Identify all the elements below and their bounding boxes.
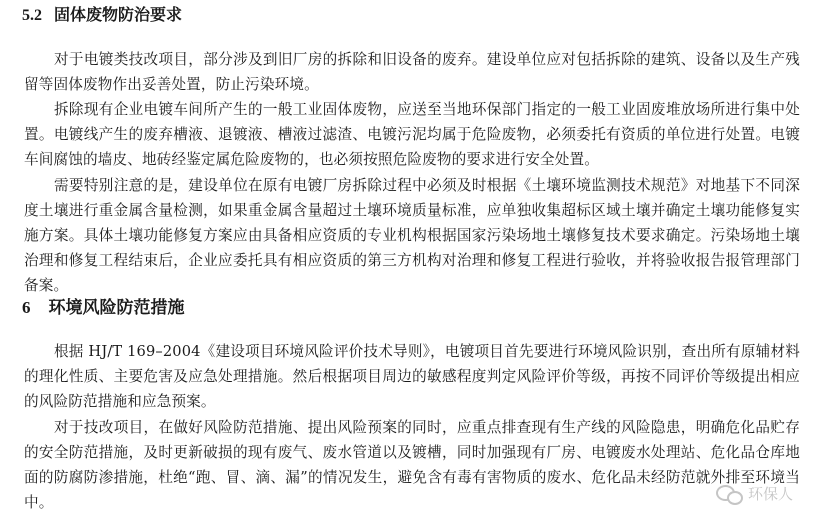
watermark-text: 环保人 bbox=[747, 485, 793, 503]
section-title: 固体废物防治要求 bbox=[54, 5, 183, 24]
wechat-icon bbox=[716, 484, 742, 504]
paragraph: 对于电镀类技改项目，部分涉及到旧厂房的拆除和旧设备的废弃。建设单位应对包括拆除的建筑、设备以及生产残留等固体废物作出妥善处置，防止污染环境。 bbox=[24, 50, 800, 93]
paragraph: 需要特别注意的是，建设单位在原有电镀厂房拆除过程中必须及时根据《土壤环境监测技术规范》对地基下不同深度土壤进行重金属含量检测，如果重金属含量超过土壤环境质量标准，应单独收集超标区域土壤并确定土壤功能修复实施方案。具体土壤功能修复方案应由具备相应资质的专业机构根据国家污染场地土壤修复技术要求确定。污染场地土壤治理和修复工程结束后，企业应委托具有相应资质的第三方机构对治理和修复工程进行验收，并将验收报告报管理部门备案。 bbox=[24, 176, 800, 295]
section-heading-6 bbox=[22, 297, 185, 319]
paragraph: 根据 HJ/T 169–2004《建设项目环境风险评价技术导则》，电镀项目首先要进行环境风险识别，查出所有原辅材料的理化性质、主要危害及应急处理措施。然后根据项目周边的敏感程度判定风险评价等级，再按不同评价等级提出相应的风险防范措施和应急预案。 bbox=[24, 342, 800, 410]
watermark bbox=[716, 483, 793, 504]
paragraph: 对于技改项目，在做好风险防范措施、提出风险预案的同时，应重点排查现有生产线的风险隐患，明确危化品贮存的安全防范措施，及时更新破损的现有废气、废水管道以及镀槽，同时加强现有厂房、电镀废水处理站、危化品仓库地面的防腐防渗措施，杜绝“跑、冒、滴、漏”的情况发生，避免含有毒有害物质的废水、危化品未经防范就外排至环境当中。 bbox=[24, 418, 800, 512]
section-number: 5.2 bbox=[22, 7, 42, 24]
section-title: 环境风险防范措施 bbox=[48, 298, 185, 318]
section-number: 6 bbox=[22, 298, 31, 317]
section-heading-5-2 bbox=[22, 4, 182, 27]
paragraph: 拆除现有企业电镀车间所产生的一般工业固体废物，应送至当地环保部门指定的一般工业固废堆放场所进行集中处置。电镀线产生的废弃槽液、退镀液、槽液过滤渣、电镀污泥均属于危险废物，必须委托有资质的单位进行处置。电镀车间腐蚀的墙皮、地砖经鉴定属危险废物的，也必须按照危险废物的要求进行安全处置。 bbox=[24, 100, 800, 168]
